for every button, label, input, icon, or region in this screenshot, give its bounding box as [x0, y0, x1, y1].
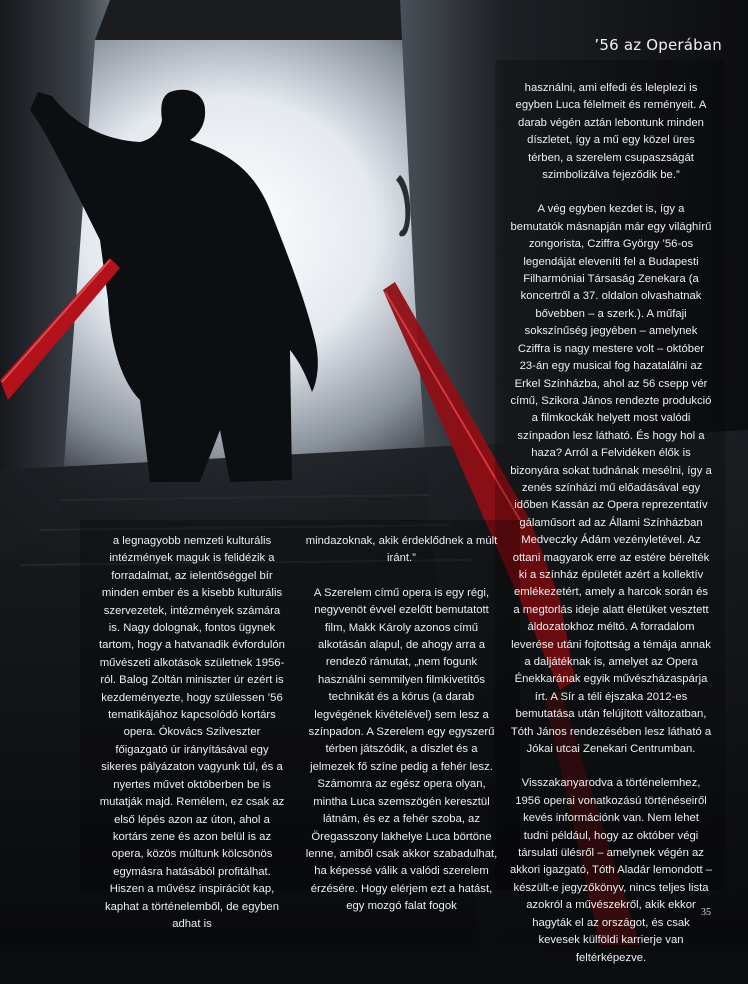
paragraph: Visszakanyarodva a történelemhez, 1956 operai vonatkozású történéseiről kevés információnk van. Nem lehet tudni például, hogy az október végi társulati ülésről – amelynek végén az akkori igazgató, Tóth Aladár lemondott – készült-e jegyzőkönyv, nincs teljes lista azokról a művészekről, akik ekkor hagyták el az országot, és csak kevesek külföldi karrierje van feltérképezve.: [510, 777, 713, 964]
paragraph: A vég egyben kezdet is, így a bemutatók másnapján már egy világhírű zongorista, Cziffra György ’56-os legendáját eleveníti fel a Budapesti Filharmóniai Társaság Zenekara (a koncertről a 37. oldalon olvashatnak bővebben – a szerk.). A műfaji sokszínűség jegyében – amelynek Cziffra is nagy mestere volt – október 23-án egy musical fog hazatalálni az Erkel Színházba, ahol az 56 csepp vér című, Szikora János rendezte produkció a filmkockák helyett most valódi színpadon lesz látható. És hogy hol a haza? Arról a Felvidéken élők is bizonyára sokat tudnának mesélni, így a zenés színházi mű előadásával egy időben Kassán az Opera reprezentatív gálaműsort ad az Állami Színházban Medveczky Ádám vezényletével. Az ottani magyarok erre az estére bérelték ki a színház épületét azért a kollektív emlékezetért, amely a harcok során és a megtorlás ideje alatt életüket vesztett áldozatokhoz méltó. A forradalom leverése utáni fojtottság a témája annak a daljátéknak is, amelyet az Opera Énekkarának egyik művészházaspárja írt. A Sír a téli éjszaka 2012-es bemutatása után felújított változatban, Tóth János rendezésében lesz látható a Jókai utcai Zenekari Centrumban.: [510, 203, 712, 756]
text-column-2: [304, 533, 499, 933]
paragraph: A Szerelem című opera is egy régi, negyvenöt évvel ezelőtt bemutatott film, Makk Károly azonos című alkotásán alapul, de ahogy arra a rendező rámutat, „nem fogunk használni semmilyen filmkivetítős technikát és a kórus (a darab legvégének kivételével) sem lesz a színpadon. A Szerelem egy egyszerű térben játszódik, a díszlet és a jelmezek fő színe pedig a fehér lesz. Számomra az egész opera olyan, mintha Luca szemszögén keresztül látnám, és ez a fehér szoba, az Öregasszony lakhelye Luca börtöne lenne, amiből csak akkor szabadulhat, ha képessé válik a valódi szerelem érzésére. Hogy elérjem ezt a hatást, egy mozgó falat fogok: [305, 586, 498, 913]
page-number: 35: [701, 907, 711, 918]
text-column-1: [98, 533, 286, 950]
paragraph: mindazoknak, akik érdeklődnek a múlt iránt.”: [305, 535, 498, 565]
paragraph: használni, ami elfedi és leleplezi is egyben Luca félelmeit és reményeit. A darab végén aztán lebontunk minden díszletet, így a mű egy közel üres térben, a szerelem csupaszságát szimbolizálva fejeződik be.”: [515, 82, 707, 182]
text-column-3: [510, 80, 712, 984]
paragraph: a legnagyobb nemzeti kulturális intézmények maguk is felidézik a forradalmat, az ielentőséggel bír minden ember és a kisebb kulturális szervezetek, intézmények számára is. Nagy dolognak, fontos ügynek tartom, hogy a hatvanadik évfordulón művészeti alkotások születnek 1956-ról. Balog Zoltán miniszter úr ezért is kezdeményezte, hogy szülessen ’56 tematikájához kapcsolódó kortárs opera. Ókovács Szilveszter főigazgató úr irányításával egy sikeres pályázaton vagyunk túl, és a nyertes művet októberben be is mutatják majd. Remélem, ez csak az első lépés azon az úton, ahol a kortárs zene és azon belül is az opera, közös múltunk kölcsönös egymásra hatásából profitálhat. Hiszen a művész inspirációt kap, kaphat a történelemből, de egyben adhat is: [99, 535, 285, 930]
section-title: ’56 az Operában: [594, 36, 722, 54]
